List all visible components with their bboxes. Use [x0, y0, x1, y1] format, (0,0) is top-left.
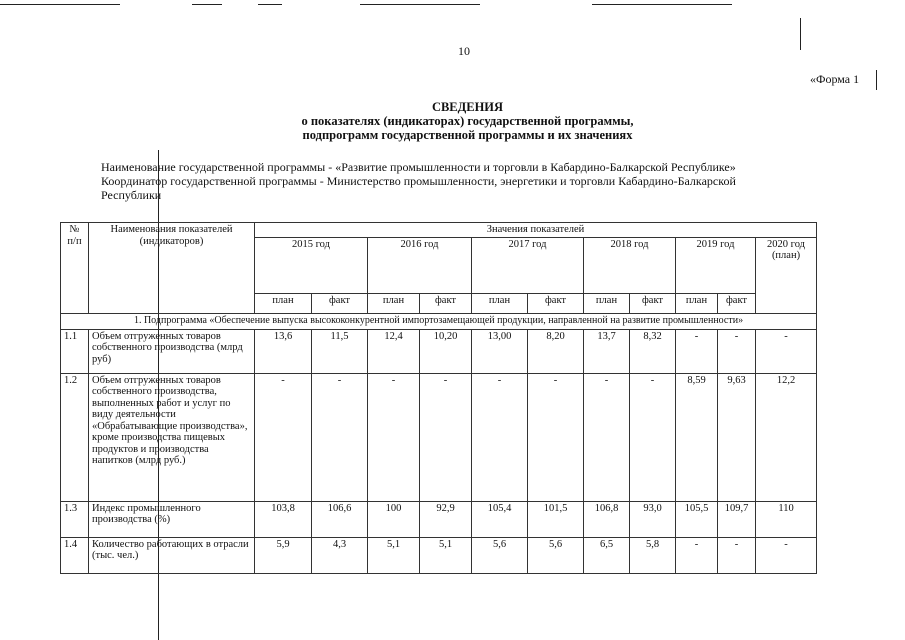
cell-value: 5,9: [255, 537, 312, 573]
cell-value: 13,6: [255, 329, 312, 373]
title-line: СВЕДЕНИЯ: [431, 100, 504, 114]
cell-value: 13,7: [584, 329, 630, 373]
cell-value: -: [756, 329, 817, 373]
header-year: 2015 год: [255, 237, 368, 293]
cell-value: 92,9: [420, 501, 472, 537]
header-year: 2018 год: [584, 237, 676, 293]
cell-value: 5,1: [368, 537, 420, 573]
indicators-table: [60, 222, 817, 574]
scan-line: [876, 70, 877, 90]
table-row: [61, 329, 817, 373]
header-year: 2016 год: [368, 237, 472, 293]
row-indicator: Объем отгруженных товаров собственного производства (млрд руб): [89, 329, 255, 373]
cell-value: 106,6: [312, 501, 368, 537]
scan-line: [592, 4, 732, 5]
cell-value: -: [630, 373, 676, 501]
row-num: 1.4: [61, 537, 89, 573]
row-indicator: Индекс промышленного производства (%): [89, 501, 255, 537]
cell-value: 8,20: [528, 329, 584, 373]
cell-value: -: [676, 329, 718, 373]
header-year: 2020 год (план): [756, 237, 817, 313]
program-name: Наименование государственной программы - «Развитие промышленности и торговли в Кабардино-Балкарской Республике»: [101, 160, 736, 174]
cell-value: -: [528, 373, 584, 501]
header-fact: факт: [528, 293, 584, 313]
row-indicator: Количество работающих в отрасли (тыс. чел.): [89, 537, 255, 573]
header-plan: план: [368, 293, 420, 313]
scan-line: [192, 4, 222, 5]
cell-value: 103,8: [255, 501, 312, 537]
program-info: [101, 160, 821, 202]
cell-value: 109,7: [718, 501, 756, 537]
header-year: 2019 год: [676, 237, 756, 293]
cell-value: 101,5: [528, 501, 584, 537]
header-plan: план: [676, 293, 718, 313]
cell-value: -: [584, 373, 630, 501]
cell-value: 100: [368, 501, 420, 537]
cell-value: -: [676, 537, 718, 573]
table-row: [61, 373, 817, 501]
scan-line: [258, 4, 282, 5]
table-row: [61, 501, 817, 537]
subprogram-row: 1. Подпрограмма «Обеспечение выпуска высококонкурентной импортозамещающей продукции, направленной на развитие промышленности»: [61, 313, 817, 329]
header-name: Наименования показателей (индикаторов): [89, 223, 255, 314]
header-plan: план: [584, 293, 630, 313]
cell-value: 5,6: [528, 537, 584, 573]
cell-value: 11,5: [312, 329, 368, 373]
page-number: 10: [458, 44, 470, 58]
cell-value: -: [472, 373, 528, 501]
cell-value: 5,6: [472, 537, 528, 573]
cell-value: -: [756, 537, 817, 573]
cell-value: 9,63: [718, 373, 756, 501]
cell-value: -: [255, 373, 312, 501]
cell-value: -: [718, 537, 756, 573]
cell-value: 10,20: [420, 329, 472, 373]
table-row: [61, 537, 817, 573]
header-fact: факт: [718, 293, 756, 313]
scan-line: [360, 4, 480, 5]
cell-value: 13,00: [472, 329, 528, 373]
cell-value: -: [718, 329, 756, 373]
cell-value: 5,1: [420, 537, 472, 573]
row-num: 1.1: [61, 329, 89, 373]
cell-value: 106,8: [584, 501, 630, 537]
header-num: № п/п: [61, 223, 89, 314]
program-coordinator-cont: Республики: [101, 188, 162, 202]
document-title: [0, 100, 905, 142]
cell-value: 105,4: [472, 501, 528, 537]
header-fact: факт: [630, 293, 676, 313]
header-fact: факт: [312, 293, 368, 313]
form-label: «Форма 1: [810, 72, 860, 86]
header-year: 2017 год: [472, 237, 584, 293]
scan-line: [800, 18, 801, 50]
row-indicator: Объем отгруженных товаров собственного производства, выполненных работ и услуг по виду деятельности «Обрабатывающие производства», кроме производства пищевых продуктов и производства напитков (млрд руб.): [89, 373, 255, 501]
header-values: Значения показателей: [255, 223, 817, 238]
cell-value: -: [368, 373, 420, 501]
cell-value: 110: [756, 501, 817, 537]
cell-value: 93,0: [630, 501, 676, 537]
row-num: 1.3: [61, 501, 89, 537]
cell-value: 12,4: [368, 329, 420, 373]
program-coordinator: Координатор государственной программы - Министерство промышленности, энергетики и торговли Кабардино-Балкарской: [101, 174, 736, 188]
title-line: о показателях (индикаторах) государственной программы,: [301, 114, 634, 128]
header-fact: факт: [420, 293, 472, 313]
cell-value: 8,32: [630, 329, 676, 373]
cell-value: 12,2: [756, 373, 817, 501]
row-num: 1.2: [61, 373, 89, 501]
cell-value: 105,5: [676, 501, 718, 537]
cell-value: 4,3: [312, 537, 368, 573]
cell-value: 6,5: [584, 537, 630, 573]
cell-value: 8,59: [676, 373, 718, 501]
cell-value: 5,8: [630, 537, 676, 573]
title-line: подпрограмм государственной программы и их значениях: [302, 128, 633, 142]
scan-line: [0, 4, 120, 5]
cell-value: -: [420, 373, 472, 501]
header-plan: план: [255, 293, 312, 313]
header-plan: план: [472, 293, 528, 313]
cell-value: -: [312, 373, 368, 501]
